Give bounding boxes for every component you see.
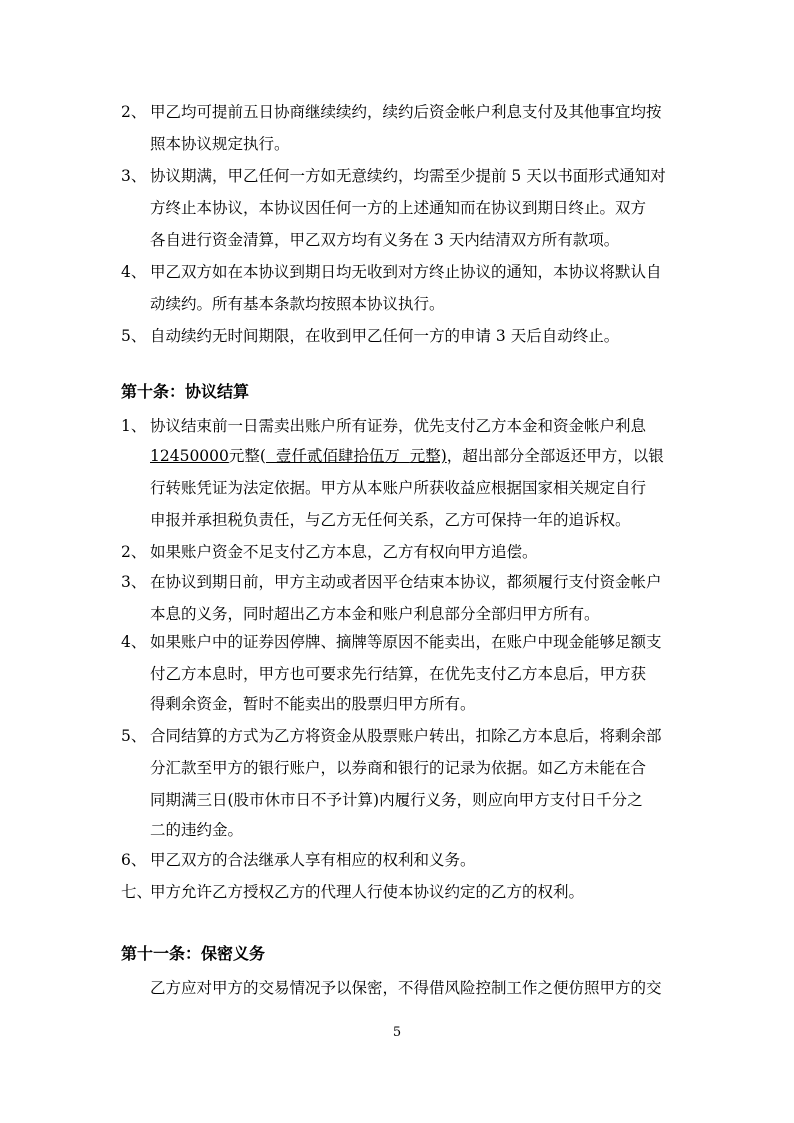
amount-words: 壹仟贰佰肆拾伍万 [265,447,410,465]
page-number: 5 [392,1025,402,1040]
section-11-heading: 第十一条：保密义务 [121,944,266,963]
document-page: 2、 甲乙均可提前五日协商继续续约，续约后资金帐户利息支付及其他事宜均按 照本协议规定执行。 3、 协议期满，甲乙任何一方如无意续约，均需至少提前 5 天以书面形式通知对 方终止本协议，本协议因任何一方的上述通知而在协议到期日终止。双方 各自进行资金清算，甲乙双方均有义务在 3 天内结清双方所有款项。 4、 甲乙双方如在本协议到期日均无收到对方终止协议的通知，本协议将默认自 动续约。所有基本条款均按照本协议执行。 5、 自动续约无时间期限，在收到甲乙任何一方的申请 3 天后自动终止。 第十条：协议结算 1、 协议结束前一日需卖出账户所有证券，优先支付乙方本金和资金帐户利息 12450000元整( 壹仟贰佰肆拾伍万 元整)，超出部分全部返还甲方，以银 行转账凭证为法定依据。甲方从本账户所获收益应根据国家相关规定自行 申报并承担税负责任，与乙方无任何关系，乙方可保持一年的追诉权。 2、 如果账户资金不足支付乙方本息，乙方有权向甲方追偿。 3、 在协议到期日前，甲方主动或者因平仓结束本协议，都须履行支付资金帐户 本息的义务，同时超出乙方本金和账户利息部分全部归甲方所有。 4、 如果账户中的证券因停牌、摘牌等原因不能卖出，在账户中现金能够足额支 付乙方本息时，甲方也可要求先行结算，在优先支付乙方本息后，甲方获 得剩余资金，暂时不能卖出的股票归甲方所有。 5、 合同结算的方式为乙方将资金从股票账户转出，扣除乙方本息后，将剩余部 分汇款至甲方的银行账户，以券商和银行的记录为依据。如乙方未能在合 同期满三日(股市休市日不予计算)内履行义务，则应向甲方支付日千分之 二的违约金。 6、 甲乙双方的合法继承人享有相应的权利和义务。 七、 甲方允许乙方授权乙方的代理人行使本协议约定的乙方的权利。 第十一条：保密义务 乙方应对甲方的交易情况予以保密，不得借风险控制工作之便仿照甲方的交 5 [0,0,794,1123]
section-10-heading: 第十条：协议结算 [121,382,250,401]
amount-figure: 12450000 [150,447,229,465]
